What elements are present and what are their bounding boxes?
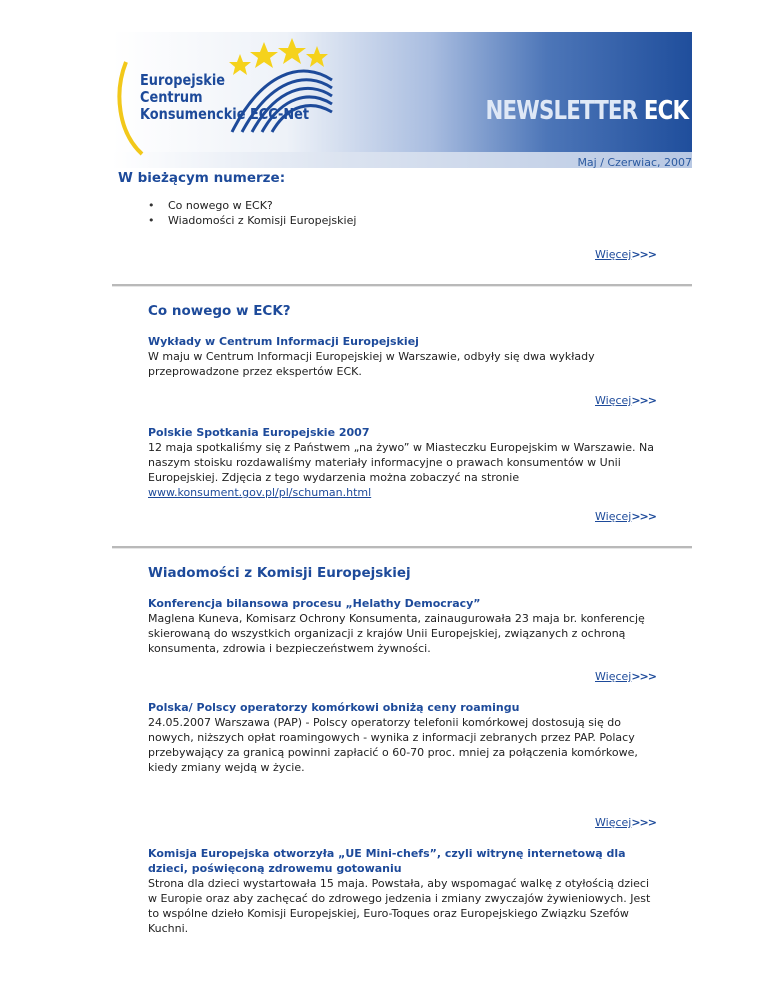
- article-more-link[interactable]: [595, 510, 656, 523]
- article-body: [148, 440, 660, 500]
- article-title[interactable]: Konferencja bilansowa procesu „Helathy Democracy”: [148, 597, 481, 610]
- more-arrow-icon: >>>: [631, 248, 656, 261]
- article-body: Strona dla dzieci wystartowała 15 maja. Powstała, aby wspomagać walkę z otyłością dzieci w Europie oraz aby zachęcać do zdrowego jedzenia i zmiany zwyczajów żywieniowych. Jest to wspólne dzieło Komisji Europejskiej, Euro-Toques oraz Europejskiego Związku Szefów Kuchni.: [148, 877, 651, 935]
- article-lectures: [148, 334, 660, 379]
- more-arrow-icon: >>>: [631, 816, 656, 829]
- toc-more-link[interactable]: [595, 248, 656, 261]
- toc-title: W bieżącym numerze:: [118, 170, 286, 186]
- section-title-news: Co nowego w ECK?: [148, 303, 291, 319]
- article-body: 24.05.2007 Warszawa (PAP) - Polscy operatorzy telefonii komórkowej dostosują się do nowych, niższych opłat roamingowych - wynika z informacji zebranych przez PAP. Polacy przebywający za granicą powinni zapłacić o 60-70 proc. mniej za połączenia komórkowe, kiedy zmiany wejdą w życie.: [148, 716, 638, 774]
- article-title[interactable]: Wykłady w Centrum Informacji Europejskiej: [148, 335, 419, 348]
- logo-wordmark: [140, 72, 309, 123]
- article-more-link[interactable]: [595, 394, 656, 407]
- logo-network: ECC-Net: [249, 105, 310, 123]
- more-arrow-icon: >>>: [631, 510, 656, 523]
- section-title-commission: Wiadomości z Komisji Europejskiej: [148, 565, 411, 581]
- newsletter-title-bold: ECK: [643, 96, 688, 126]
- logo-line-3-text: Konsumenckie: [140, 105, 246, 123]
- more-arrow-icon: >>>: [631, 670, 656, 683]
- more-arrow-icon: >>>: [631, 394, 656, 407]
- article-minichefs: [148, 846, 660, 936]
- newsletter-title: [485, 96, 688, 126]
- article-polish-meetings: [148, 425, 660, 500]
- more-link-text[interactable]: Więcej: [595, 670, 632, 683]
- article-title[interactable]: Komisja Europejska otworzyła „UE Mini-chefs”, czyli witrynę internetową dla dzieci, poświęconą zdrowemu gotowaniu: [148, 847, 626, 875]
- toc-item[interactable]: • Wiadomości z Komisji Europejskiej: [148, 213, 356, 228]
- more-link-text[interactable]: Więcej: [595, 394, 632, 407]
- logo-line-2: Centrum: [140, 88, 203, 106]
- section-divider: [112, 546, 692, 549]
- newsletter-title-light: NEWSLETTER: [485, 96, 638, 126]
- toc-list: [148, 198, 356, 228]
- logo-line-3: [140, 106, 309, 123]
- article-body: W maju w Centrum Informacji Europejskiej w Warszawie, odbyły się dwa wykłady przeprowadzone przez ekspertów ECK.: [148, 350, 595, 378]
- article-body: Maglena Kuneva, Komisarz Ochrony Konsumenta, zainaugurowała 23 maja br. konferencję skierowaną do wszystkich organizacji z krajów Unii Europejskiej, związanych z ochroną konsumenta, zdrowia i bezpieczeństwem żywności.: [148, 612, 645, 655]
- article-conference: [148, 596, 660, 656]
- issue-date: Maj / Czerwiac, 2007: [577, 156, 692, 169]
- article-more-link[interactable]: [595, 670, 656, 683]
- more-link-text[interactable]: Więcej: [595, 510, 632, 523]
- article-roaming: [148, 700, 660, 775]
- article-body-text: 12 maja spotkaliśmy się z Państwem „na żywo” w Miasteczku Europejskim w Warszawie. Na naszym stoisku rozdawaliśmy materiały informacyjne o prawach konsumentów w Unii Europejskiej. Zdjęcia z tego wydarzenia można zobaczyć na stronie: [148, 441, 654, 484]
- article-title[interactable]: Polskie Spotkania Europejskie 2007: [148, 426, 370, 439]
- section-divider: [112, 284, 692, 287]
- toc-item[interactable]: • Co nowego w ECK?: [148, 198, 356, 213]
- logo-line-1: Europejskie: [140, 71, 226, 89]
- article-title[interactable]: Polska/ Polscy operatorzy komórkowi obniżą ceny roamingu: [148, 701, 520, 714]
- consumer-site-link[interactable]: www.konsument.gov.pl/pl/schuman.html: [148, 486, 372, 499]
- newsletter-header: [112, 32, 692, 168]
- article-more-link[interactable]: [595, 816, 656, 829]
- more-link-text[interactable]: Więcej: [595, 248, 632, 261]
- more-link-text[interactable]: Więcej: [595, 816, 632, 829]
